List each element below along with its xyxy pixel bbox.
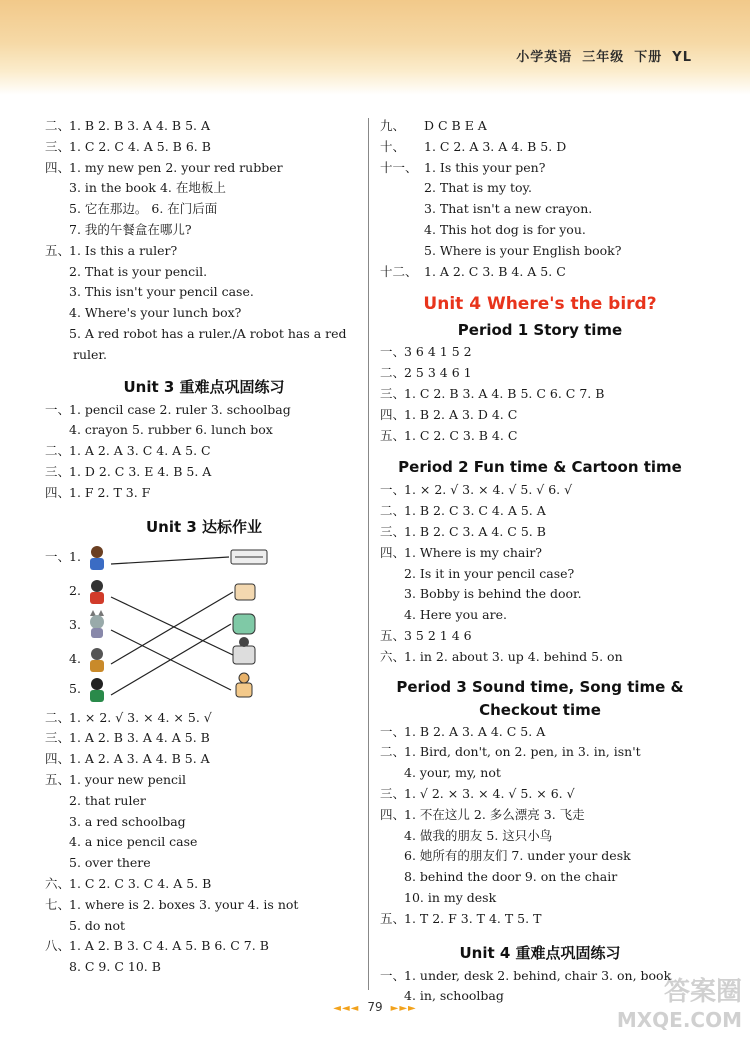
matching-drawing	[45, 540, 285, 705]
answer-text: 1. where is 2. boxes 3. your 4. is not	[69, 896, 299, 912]
answer-line	[45, 708, 363, 729]
answer-text: 1. A 2. B 3. A 4. A 5. B	[69, 730, 210, 746]
question-number: 四、	[380, 806, 406, 822]
question-number: 七、	[45, 896, 71, 912]
answer-line	[45, 345, 363, 366]
answer-line	[380, 241, 700, 262]
answer-line	[380, 543, 700, 564]
answer-line	[45, 770, 363, 791]
header-edition: YL	[672, 50, 692, 65]
question-number: 三、	[380, 523, 406, 539]
answer-line	[380, 363, 700, 384]
answer-text: 1. A 2. B 3. C 4. A 5. B 6. C 7. B	[69, 938, 269, 954]
answer-text: 1. pencil case 2. ruler 3. schoolbag	[69, 401, 291, 417]
question-number: 二、	[45, 443, 71, 459]
answer-line	[380, 647, 700, 668]
answer-line	[380, 342, 700, 363]
period2-answers	[380, 480, 700, 667]
answer-text: 1. × 2. √ 3. × 4. √ 5. √ 6. √	[404, 482, 573, 498]
answer-line	[45, 957, 363, 978]
answer-text: 5. do not	[69, 917, 125, 933]
answer-line	[45, 199, 363, 220]
answer-text: 1. 不在这儿 2. 多么漂亮 3. 飞走	[404, 806, 585, 822]
answer-text: 1. B 2. C 3. C 4. A 5. A	[404, 503, 546, 519]
answer-line	[380, 116, 700, 137]
answer-line	[380, 501, 700, 522]
match-line-2	[111, 597, 233, 655]
match-line-1	[111, 557, 229, 564]
answer-text: 1. A 2. A 3. C 4. A 5. C	[69, 443, 211, 459]
answer-line	[380, 805, 700, 826]
answer-text: 4. your, my, not	[404, 765, 501, 781]
question-number: 三、	[380, 785, 406, 801]
answer-text: 5. 它在那边。 6. 在门后面	[69, 201, 218, 217]
unit3-homework-title: Unit 3 达标作业	[145, 517, 263, 536]
header-grade: 三年级	[582, 50, 625, 65]
answer-text: 3. This isn't your pencil case.	[69, 284, 254, 300]
answer-line	[45, 282, 363, 303]
question-number: 四、	[45, 484, 71, 500]
question-number: 六、	[45, 875, 71, 891]
answer-text: 4. a nice pencil case	[69, 834, 198, 850]
question-number: 一、	[380, 723, 406, 739]
answer-text: 2 5 3 4 6 1	[404, 365, 472, 381]
answer-text: 3 6 4 1 5 2	[404, 344, 472, 360]
answer-text: D C B E A	[424, 118, 487, 133]
match-label-4: 4.	[69, 650, 81, 666]
answer-line	[380, 405, 700, 426]
period1-answers	[380, 342, 700, 446]
answer-line	[380, 178, 700, 199]
answer-line	[380, 867, 700, 888]
answer-text: 4. crayon 5. rubber 6. lunch box	[69, 422, 273, 438]
answer-text: 4. Where's your lunch box?	[69, 305, 242, 321]
cat-figure	[90, 610, 104, 638]
watermark-logo-text: 答案圈	[663, 977, 742, 1007]
answer-text: 1. B 2. A 3. D 4. C	[404, 406, 518, 422]
answer-line	[380, 564, 700, 585]
answer-text: 1. Where is my chair?	[404, 544, 542, 560]
unit4-title: Unit 4 Where's the bird?	[423, 294, 657, 315]
answer-text: 4. 做我的朋友 5. 这只小鸟	[404, 827, 553, 843]
girl-figure	[90, 648, 104, 672]
answer-line	[45, 441, 363, 462]
watermark	[617, 978, 742, 1034]
question-number: 三、	[45, 730, 71, 746]
question-number: 十一、	[380, 159, 418, 175]
answer-text: 2. Is it in your pencil case?	[404, 565, 575, 581]
answer-line	[45, 874, 363, 895]
answer-line	[45, 791, 363, 812]
answer-text: 1. C 2. C 3. C 4. A 5. B	[69, 875, 212, 891]
answer-text: 1. A 2. C 3. B 4. A 5. C	[424, 263, 566, 279]
bag-with-items-icon	[233, 637, 255, 664]
answer-text: 5. A red robot has a ruler./A robot has a red	[69, 325, 347, 341]
match-line-4	[111, 592, 233, 664]
answer-text: 1. D 2. C 3. E 4. B 5. A	[69, 463, 212, 479]
period3-answers	[380, 722, 700, 930]
question-number: 四、	[45, 159, 71, 175]
match-label-5: 5.	[69, 680, 81, 696]
answer-line	[45, 462, 363, 483]
answer-text: 8. behind the door 9. on the chair	[404, 869, 618, 885]
question-number: 五、	[380, 910, 406, 926]
answer-line	[380, 909, 700, 930]
answer-text: 10. in my desk	[404, 889, 497, 905]
match-label-1: 1.	[69, 548, 81, 564]
matching-question-number: 一、	[45, 548, 71, 564]
answer-text: 1. B 2. A 3. A 4. C 5. A	[404, 723, 546, 739]
answer-line	[45, 916, 363, 937]
answer-text: 1. × 2. √ 3. × 4. × 5. √	[69, 709, 212, 725]
watermark-url: MXQE.COM	[616, 1008, 742, 1032]
answer-line	[380, 888, 700, 909]
answer-text: 2. That is your pencil.	[69, 263, 208, 279]
answer-line	[380, 722, 700, 743]
answer-line	[45, 178, 363, 199]
question-number: 十二、	[380, 263, 418, 279]
answer-text: ruler.	[69, 346, 107, 362]
answer-line	[380, 846, 700, 867]
answer-line	[380, 605, 700, 626]
answer-text: 6. 她所有的朋友们 7. under your desk	[404, 848, 631, 864]
answers-block-left-3	[45, 708, 363, 978]
match-line-5	[111, 624, 231, 695]
header-term: 下册	[634, 50, 663, 65]
answer-line	[380, 522, 700, 543]
answer-line	[380, 199, 700, 220]
answer-text: 2. that ruler	[69, 792, 146, 808]
answer-line	[45, 936, 363, 957]
question-number: 二、	[380, 744, 406, 760]
unit3-review-title: Unit 3 重难点巩固练习	[123, 377, 285, 396]
answer-line	[380, 763, 700, 784]
period3-title-line1: Period 3 Sound time, Song time &	[396, 677, 684, 696]
answer-line	[380, 626, 700, 647]
answer-line	[45, 116, 363, 137]
answer-line	[380, 158, 700, 179]
answer-text: 3. in the book 4. 在地板上	[69, 180, 226, 196]
question-number: 三、	[45, 138, 71, 154]
header-tag	[506, 46, 692, 65]
answer-text: 1. B 2. B 3. A 4. B 5. A	[69, 118, 211, 133]
question-number: 二、	[45, 709, 71, 725]
answer-line	[45, 483, 363, 504]
unit4-review-title: Unit 4 重难点巩固练习	[459, 943, 621, 962]
answer-text: 1. your new pencil	[69, 771, 187, 787]
answer-text: 3 5 2 1 4 6	[404, 627, 472, 643]
answer-text: 1. C 2. B 3. A 4. B 5. C 6. C 7. B	[404, 385, 605, 401]
kid-figure-2	[90, 580, 104, 604]
boy-figure	[90, 678, 104, 702]
match-label-3: 3.	[69, 616, 81, 632]
question-number: 一、	[380, 967, 406, 983]
question-number: 五、	[45, 771, 71, 787]
answer-line	[45, 812, 363, 833]
answer-text: 1. under, desk 2. behind, chair 3. on, book	[404, 967, 672, 983]
answer-line	[45, 420, 363, 441]
question-number: 五、	[380, 427, 406, 443]
answer-text: 1. C 2. C 4. A 5. B 6. B	[69, 138, 211, 154]
toy-robot-icon	[236, 673, 252, 697]
answer-text: 1. in 2. about 3. up 4. behind 5. on	[404, 648, 623, 664]
answer-text: 5. Where is your English book?	[424, 242, 622, 258]
schoolbag-icon	[233, 614, 255, 634]
page-number: 79	[367, 1000, 383, 1014]
question-number: 四、	[380, 406, 406, 422]
question-number: 四、	[45, 751, 71, 767]
answer-line	[45, 241, 363, 262]
match-label-2: 2.	[69, 582, 81, 598]
question-number: 二、	[380, 503, 406, 519]
question-number: 一、	[380, 482, 406, 498]
answer-text: 3. a red schoolbag	[69, 813, 186, 829]
answers-block-left-1	[45, 116, 363, 366]
answer-line	[45, 324, 363, 345]
answer-text: 3. Bobby is behind the door.	[404, 586, 582, 602]
answer-text: 2. That is my toy.	[424, 180, 532, 196]
answer-line	[45, 749, 363, 770]
answer-text: 4. Here you are.	[404, 607, 507, 623]
question-number: 六、	[380, 648, 406, 664]
lunch-box-icon	[235, 584, 255, 600]
answer-text: 8. C 9. C 10. B	[69, 959, 161, 975]
answer-text: 4. in, schoolbag	[404, 988, 504, 1004]
answer-line	[380, 220, 700, 241]
answer-line	[45, 400, 363, 421]
answer-line	[380, 137, 700, 158]
question-number: 五、	[380, 627, 406, 643]
answer-line	[380, 262, 700, 283]
question-number: 四、	[380, 544, 406, 560]
answer-line	[380, 384, 700, 405]
answer-line	[380, 784, 700, 805]
answer-text: 1. B 2. C 3. A 4. C 5. B	[404, 523, 546, 539]
pencil-box-icon	[231, 550, 267, 564]
answer-text: 1. A 2. A 3. A 4. B 5. A	[69, 751, 210, 767]
answer-text: 4. This hot dog is for you.	[424, 221, 586, 237]
answer-line	[45, 728, 363, 749]
question-number: 二、	[380, 365, 406, 381]
period1-title: Period 1 Story time	[457, 321, 623, 340]
question-number: 三、	[380, 385, 406, 401]
question-number: 一、	[380, 344, 406, 360]
answer-text: 1. T 2. F 3. T 4. T 5. T	[404, 910, 542, 926]
answer-text: 1. Is this your pen?	[424, 159, 546, 175]
question-number: 九、	[380, 118, 406, 133]
answer-line	[45, 832, 363, 853]
answer-line	[380, 426, 700, 447]
period3-title-line2: Checkout time	[479, 700, 601, 719]
answer-text: 5. over there	[69, 855, 151, 871]
footer-left-arrows: ◄◄◄	[333, 1003, 360, 1014]
answer-line	[45, 137, 363, 158]
left-column	[45, 116, 363, 978]
kid-figure-1	[90, 546, 104, 570]
question-number: 五、	[45, 242, 71, 258]
right-column	[380, 116, 700, 1007]
answer-text: 3. That isn't a new crayon.	[424, 201, 593, 217]
footer-right-arrows: ►►►	[390, 1003, 417, 1014]
matching-exercise	[45, 540, 363, 700]
question-number: 三、	[45, 463, 71, 479]
answer-text: 1. C 2. A 3. A 4. B 5. D	[424, 138, 567, 154]
question-number: 十、	[380, 138, 406, 154]
answer-text: 1. Bird, don't, on 2. pen, in 3. in, isn't	[404, 744, 641, 760]
answer-line	[45, 158, 363, 179]
answer-line	[45, 895, 363, 916]
header-subject: 小学英语	[516, 50, 573, 65]
answer-line	[45, 303, 363, 324]
answer-line	[380, 480, 700, 501]
answer-text: 1. F 2. T 3. F	[69, 484, 151, 500]
answer-line	[380, 826, 700, 847]
answer-line	[45, 220, 363, 241]
answer-line	[380, 584, 700, 605]
answer-line	[45, 262, 363, 283]
answer-text: 1. Is this a ruler?	[69, 242, 178, 258]
period2-title: Period 2 Fun time & Cartoon time	[398, 458, 682, 477]
column-divider	[368, 118, 369, 990]
question-number: 二、	[45, 118, 71, 133]
answers-block-left-2	[45, 400, 363, 504]
answer-text: 1. C 2. C 3. B 4. C	[404, 427, 518, 443]
answer-text: 7. 我的午餐盒在哪儿?	[69, 221, 192, 237]
answer-text: 1. my new pen 2. your red rubber	[69, 159, 283, 175]
question-number: 一、	[45, 401, 71, 417]
question-number: 八、	[45, 938, 71, 954]
answer-text: 1. √ 2. × 3. × 4. √ 5. × 6. √	[404, 785, 575, 801]
answers-block-right-1	[380, 116, 700, 282]
answer-line	[380, 742, 700, 763]
answer-line	[45, 853, 363, 874]
